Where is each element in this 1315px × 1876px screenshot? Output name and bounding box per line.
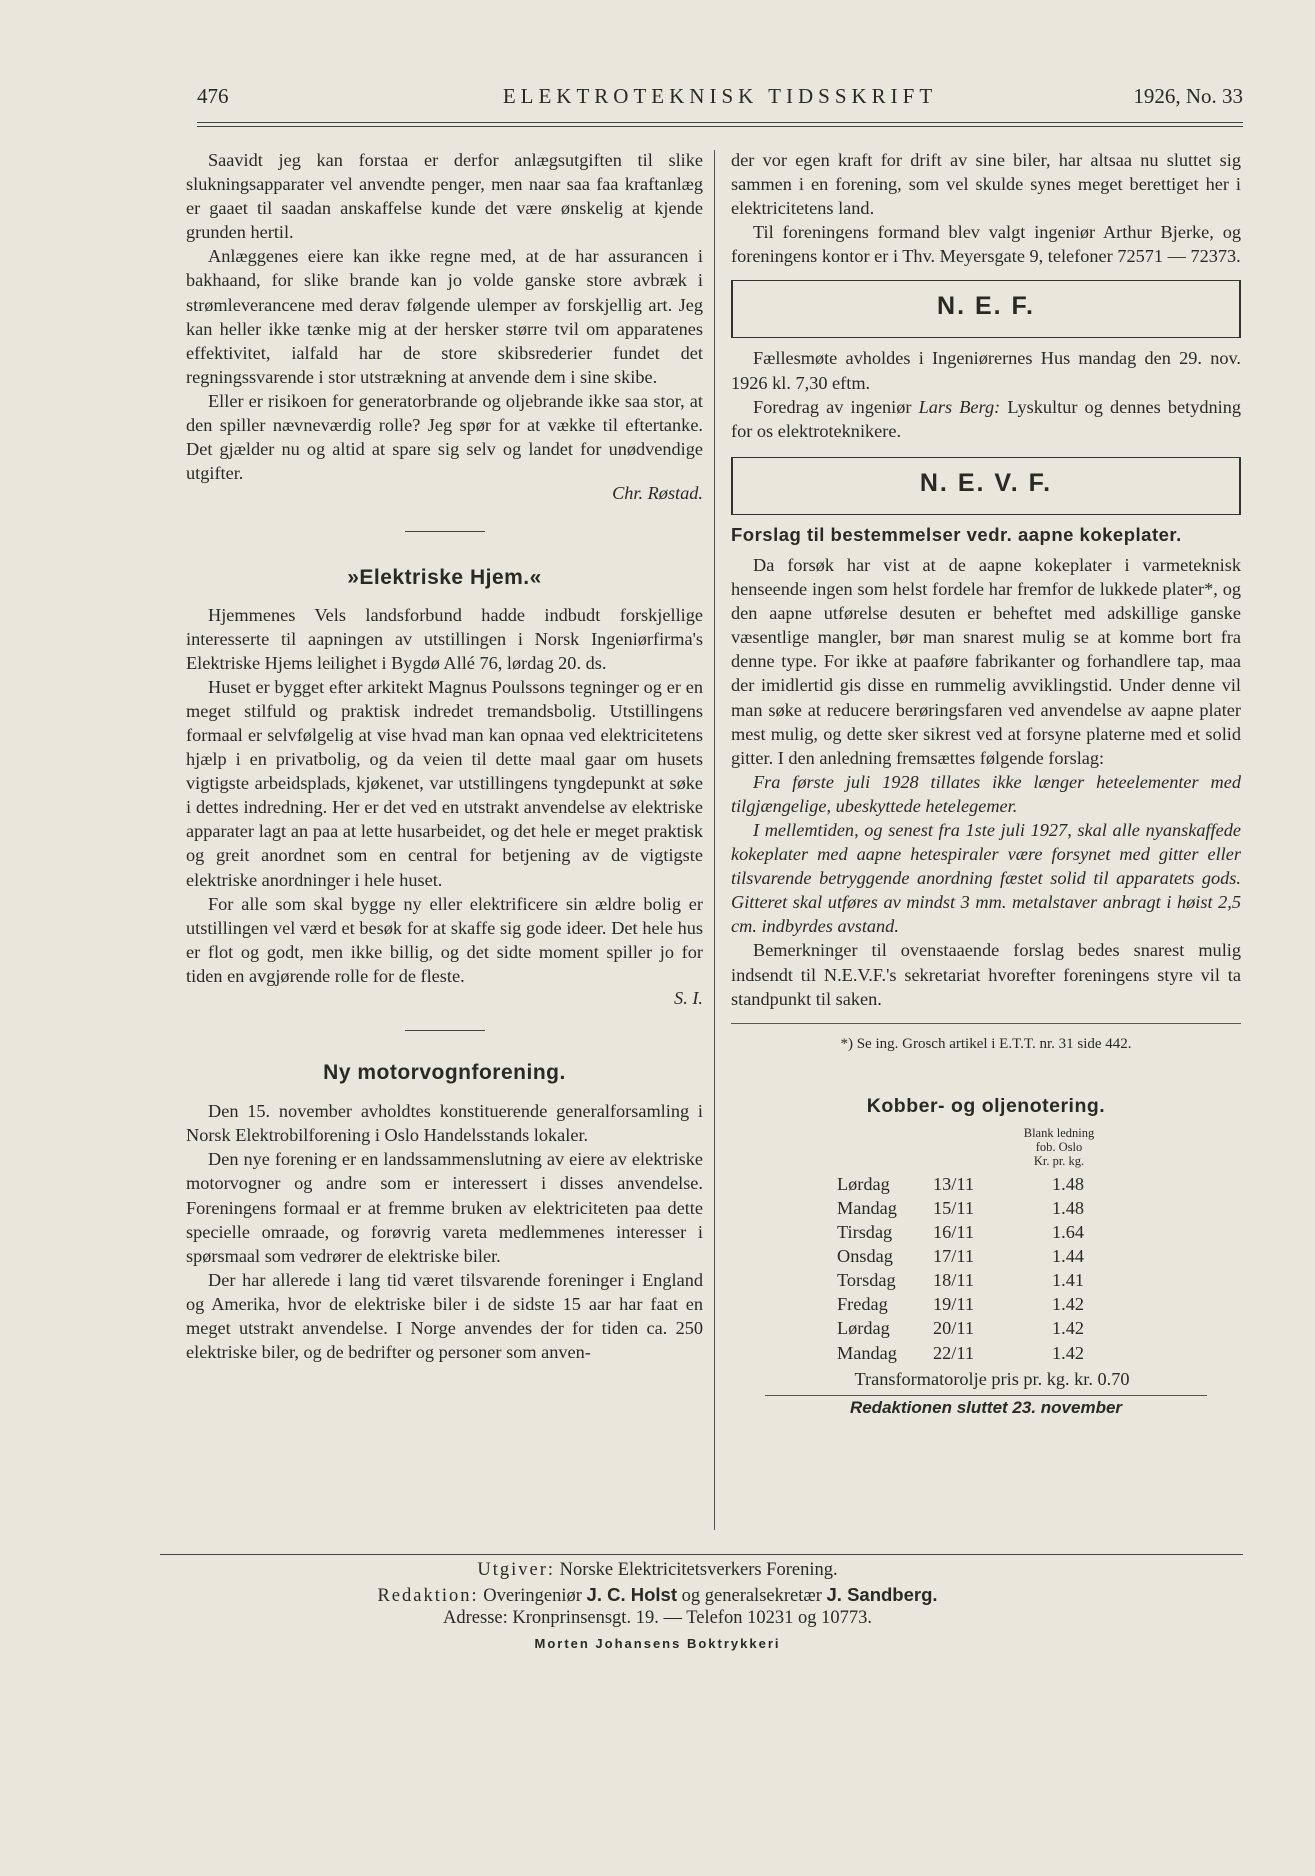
price-row	[837, 1172, 1103, 1196]
continuation-paragraph-2: Til foreningens formand blev valgt ingeniør Arthur Bjerke, og foreningens kontor er i Thv. Meyersgate 9, telefoner 72571 — 72373.	[731, 222, 1241, 267]
article1-paragraph-2: Huset er bygget efter arkitekt Magnus Poulssons tegninger og er en meget stilfuld og praktisk indredet tremandsbolig. Utstillingens formaal er selvfølgelig at vise hvad man kan opnaa ved elektricitetens hjælp i en privatbolig, og da veien til dette maal gaar om husets vigtigste arbeidsplads, kjøkenet, var utstillingens tyngdepunkt at søke i dettes indredning. Her er det ved en utstrakt anvendelse av elektriske apparater lagt an paa at lette husarbeidet, og det hele er meget praktisk og greit anordnet som en central for betjening av de vigtigste elektriske anordninger i hele huset.	[186, 676, 703, 890]
price-date: 15/11	[933, 1198, 974, 1218]
price-row	[837, 1316, 1103, 1340]
intro-paragraph-2: Anlæggenes eiere kan ikke regne med, at de har assurancen i bakhaand, for slike brande kan jo volde ganske store avbræk i strømleverancene med derav følgende ulemper av forskjellig art. Jeg kan heller ikke tænke mig at der hersker større tvil om apparatenes effektivitet, ialfald har de store skibsrederier fundet det regningssvarende i stor utstrækning at anvende dem i sine skibe.	[186, 246, 703, 387]
closing-note: Redaktionen sluttet 23. november	[849, 1397, 1123, 1417]
nef-paragraph-1: Fællesmøte avholdes i Ingeniørernes Hus mandag den 29. nov. 1926 kl. 7,30 eftm.	[731, 348, 1241, 393]
article1-signature: S. I.	[674, 988, 703, 1008]
intro-paragraph-3: Eller er risikoen for generatorbrande og oljebrande ikke saa stor, at den spiller nævneværdig rolle? Jeg spør for at vække til eftertanke. Det gjælder nu og altid at spare sig selv og landet for unødvendige utgifter.	[186, 390, 703, 484]
intro-paragraph-1: Saavidt jeg kan forstaa er derfor anlægsutgiften til slike slukningsapparater vel anvendte penger, men naar saa faa kraftanlæg er gaaet til saadan anskaffelse kunde det være ønskelig at kjende grunden hertil.	[186, 150, 703, 243]
price-price: 1.42	[1052, 1294, 1084, 1315]
printer-credit: Morten Johansens Boktrykkeri	[534, 1636, 781, 1651]
nevf-paragraph-3: I mellemtiden, og senest fra 1ste juli 1927, skal alle nyanskaffede kokeplater med aapne hetespiraler være forsynet med gitter eller tilsvarende betryggende anordning fæstet solid til apparatets gods. Gitteret skal utføres av mindst 3 mm. metalstaver anbragt i høist 2,5 cm. indbyrdes avstand.	[731, 819, 1241, 937]
article2-paragraph-3: Der har allerede i lang tid været tilsvarende foreninger i England og Amerika, hvor de elektriske biler i de sidste 15 aar har faat en meget utstrakt anvendelse. I Norge anvendes der for tiden ca. 250 elektriske biler, og de bedrifter og personer som anven-	[186, 1269, 703, 1363]
price-price: 1.41	[1052, 1270, 1084, 1291]
editor-name-holst: J. C. Holst	[586, 1584, 678, 1605]
section-divider	[405, 1030, 485, 1031]
journal-title: ELEKTROTEKNISK TIDSSKRIFT	[502, 84, 938, 108]
price-day: Tirsdag	[837, 1222, 893, 1243]
price-row	[837, 1196, 1103, 1220]
editor-name-sandberg: J. Sandberg.	[826, 1584, 938, 1605]
price-price: 1.48	[1052, 1173, 1084, 1194]
left-column	[186, 148, 703, 1364]
article-title-elektriske-hjem: »Elektriske Hjem.«	[347, 566, 542, 590]
price-price: 1.48	[1052, 1198, 1084, 1218]
page-header	[197, 84, 1243, 110]
price-date: 19/11	[933, 1294, 974, 1315]
price-day: Mandag	[837, 1342, 897, 1363]
price-price: 1.64	[1052, 1222, 1084, 1243]
continuation-paragraph-1: der vor egen kraft for drift av sine biler, har altsaa nu sluttet sig sammen i en forening, som vel skulde synes meget berettiget her i elektricitetens land.	[731, 150, 1241, 219]
price-date: 22/11	[933, 1342, 974, 1363]
price-day: Lørdag	[837, 1173, 890, 1194]
footnote: *) Se ing. Grosch artikel i E.T.T. nr. 31 side 442.	[840, 1035, 1132, 1052]
price-row	[837, 1341, 1103, 1365]
col-header-line-2: fob. Oslo	[1035, 1139, 1083, 1154]
article-title-ny-motorvognforening: Ny motorvognforening.	[323, 1061, 566, 1085]
footer-address: Adresse: Kronprinsensgt. 19. — Telefon 10231 og 10773.	[443, 1608, 872, 1628]
nef-label: N. E. F.	[937, 292, 1035, 321]
price-row	[837, 1292, 1103, 1316]
prices-table	[837, 1172, 1103, 1365]
footer-rule	[160, 1554, 1243, 1555]
nevf-paragraph-4: Bemerkninger til ovenstaaende forslag bedes snarest mulig indsendt til N.E.V.F.'s sekretariat hvorefter foreningens styre vil ta standpunkt til saken.	[731, 940, 1241, 1009]
price-price: 1.44	[1052, 1246, 1084, 1267]
column-divider	[714, 150, 715, 1530]
price-day: Mandag	[837, 1198, 897, 1218]
price-date: 17/11	[933, 1246, 974, 1267]
issue-number: 1926, No. 33	[1133, 84, 1243, 108]
section-divider	[405, 531, 485, 532]
price-date: 20/11	[933, 1318, 974, 1339]
oil-price-line: Transformatorolje pris pr. kg. kr. 0.70	[854, 1368, 1130, 1389]
header-rule	[197, 122, 1243, 127]
footer-publisher: Utgiver: Norske Elektricitetsverkers Forening.	[477, 1560, 838, 1580]
price-date: 16/11	[933, 1222, 974, 1243]
nevf-paragraph-2: Fra første juli 1928 tillates ikke længer heteelementer med tilgjængelige, ubeskyttede hetelegemer.	[731, 771, 1241, 816]
intro-signature: Chr. Røstad.	[612, 483, 703, 504]
price-price: 1.42	[1052, 1318, 1084, 1339]
article1-paragraph-3: For alle som skal bygge ny eller elektrificere sin ældre bolig er utstillingen vel værd et besøk for at skaffe sig gode ideer. Det hele hus er flot og godt, men ikke billig, og det sidte moment spiller jo for tiden en avgjørende rolle for de fleste.	[186, 893, 703, 986]
price-date: 13/11	[933, 1173, 974, 1194]
nevf-label: N. E. V. F.	[919, 468, 1053, 497]
price-day: Lørdag	[837, 1318, 890, 1339]
price-row	[837, 1244, 1103, 1268]
col-header-line-1: Blank ledning	[1023, 1125, 1095, 1140]
nef-paragraph-2: Foredrag av ingeniør Lars Berg: Lyskultur og dennes betydning for os elektroteknikere.	[731, 396, 1241, 441]
article1-paragraph-1: Hjemmenes Vels landsforbund hadde indbudt forskjellige interesserte til aapningen av utstillingen i Norsk Ingeniørfirma's Elektriske Hjems leilighet i Bygdø Allé 76, lørdag 20. ds.	[186, 604, 703, 673]
right-column	[731, 148, 1241, 1420]
speaker-name: Lars Berg:	[918, 396, 1001, 417]
article2-paragraph-1: Den 15. november avholdtes konstituerende generalforsamling i Norsk Elektrobilforening i Oslo Handelsstands lokaler.	[186, 1101, 703, 1146]
price-date: 18/11	[933, 1270, 974, 1291]
price-row	[837, 1220, 1103, 1244]
col-header-line-3: Kr. pr. kg.	[1033, 1153, 1085, 1168]
price-day: Onsdag	[837, 1246, 893, 1267]
nevf-title: Forslag til bestemmelser vedr. aapne kokeplater.	[731, 523, 1182, 545]
prices-column-header	[731, 1120, 1241, 1172]
price-price: 1.42	[1052, 1342, 1084, 1363]
article2-paragraph-2: Den nye forening er en landssammenslutning av eiere av elektriske motorvogner og andre som er interessert i disses anvendelse. Foreningens formaal er at fremme bruken av elektriciteten paa dette specielle omraade, og forøvrig vareta medlemmenes interesser i spørsmaal som vedrører de elektriske biler.	[186, 1149, 703, 1266]
prices-title: Kobber- og oljenotering.	[866, 1094, 1106, 1117]
price-row	[837, 1268, 1103, 1292]
nevf-paragraph-1: Da forsøk har vist at de aapne kokeplater i varmeteknisk henseende ingen som helst fordele har fremfor de lukkede plater*, og den aapne utførelse desuten er beheftet med adskillige ganske væsentlige mangler, bør man snarest mulig se at komme bort fra denne type. For ikke at paaføre fabrikanter og forhandlere tap, maa der imidlertid gis disse en rummelig avviklingstid. Under denne vil man søke at reducere berøringsfaren ved anvendelse av aapne plater mest mulig, og dette sker sikrest ved at forsyne platerne med et solid gitter. I den anledning fremsættes følgende forslag:	[731, 554, 1241, 768]
page-number: 476	[197, 84, 229, 108]
nef-heading-box	[731, 280, 1241, 338]
footnote-rule	[731, 1023, 1241, 1024]
price-day: Torsdag	[837, 1270, 896, 1291]
footer-editors: Redaktion: Overingeniør J. C. Holst og generalsekretær J. Sandberg.	[377, 1584, 938, 1606]
price-day: Fredag	[837, 1294, 888, 1315]
nevf-heading-box	[731, 457, 1241, 515]
